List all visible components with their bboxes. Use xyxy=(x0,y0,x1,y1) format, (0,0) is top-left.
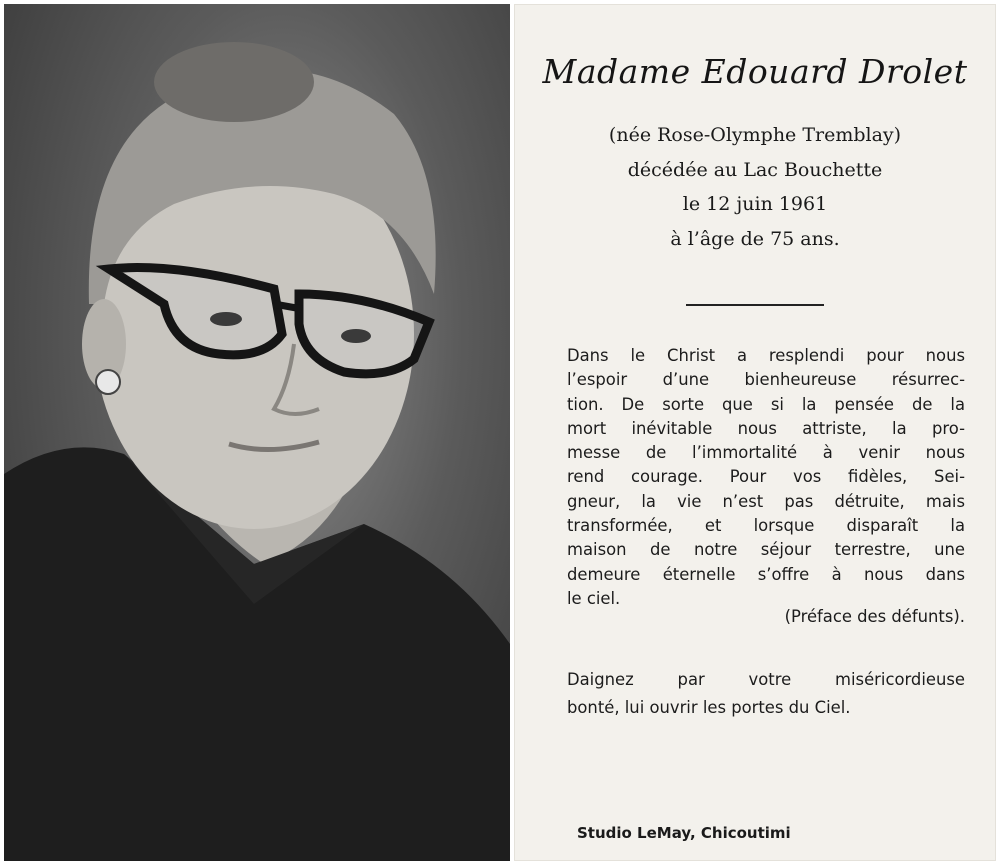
prayer-text xyxy=(567,344,965,611)
hair-bun-shape xyxy=(154,42,314,122)
prayer-line: Dans le Christ a resplendi pour nous xyxy=(567,346,965,365)
invocation-text xyxy=(567,666,965,722)
age-at-death: à l’âge de 75 ans. xyxy=(670,227,840,250)
glasses-bridge xyxy=(274,304,302,309)
maiden-name: (née Rose-Olymphe Tremblay) xyxy=(608,124,902,146)
prayer-line: tion. De sorte que si la pensée de la xyxy=(567,394,965,414)
prayer-line: rend courage. Pour vos fidèles, Sei- xyxy=(567,467,965,487)
memorial-header xyxy=(514,118,996,256)
prayer-line: transformée, et lorsque disparaît la xyxy=(567,516,965,536)
portrait-photo xyxy=(4,4,510,861)
right-eye xyxy=(341,329,371,343)
prayer-line: demeure éternelle s’offre à nous dans xyxy=(567,564,965,584)
divider xyxy=(686,304,824,306)
studio-credit: Studio LeMay, Chicoutimi xyxy=(577,824,791,842)
death-date: le 12 juin 1961 xyxy=(682,193,828,215)
prayer-line: messe de l’immortalité à venir nous xyxy=(567,443,965,463)
prayer-line: mort inévitable nous attriste, la pro- xyxy=(567,418,965,438)
prayer-line: l’espoir d’une bienheureuse résurrec- xyxy=(567,370,965,390)
earring-icon xyxy=(96,370,120,394)
memorial-card-text xyxy=(514,4,996,861)
left-eye xyxy=(210,312,242,326)
prayer-line: maison de notre séjour terrestre, une xyxy=(567,540,965,560)
invocation-line: Daignez par votre miséricordieuse xyxy=(567,670,965,689)
invocation-line: bonté, lui ouvrir les portes du Ciel. xyxy=(567,698,851,717)
death-place: décédée au Lac Bouchette xyxy=(627,158,883,181)
prayer-source: (Préface des défunts). xyxy=(784,607,965,626)
portrait-illustration xyxy=(4,4,510,861)
prayer-line: le ciel. xyxy=(567,588,621,608)
deceased-name: Madame Edouard Drolet xyxy=(542,52,968,91)
prayer-line: gneur, la vie n’est pas détruite, mais xyxy=(567,491,965,511)
